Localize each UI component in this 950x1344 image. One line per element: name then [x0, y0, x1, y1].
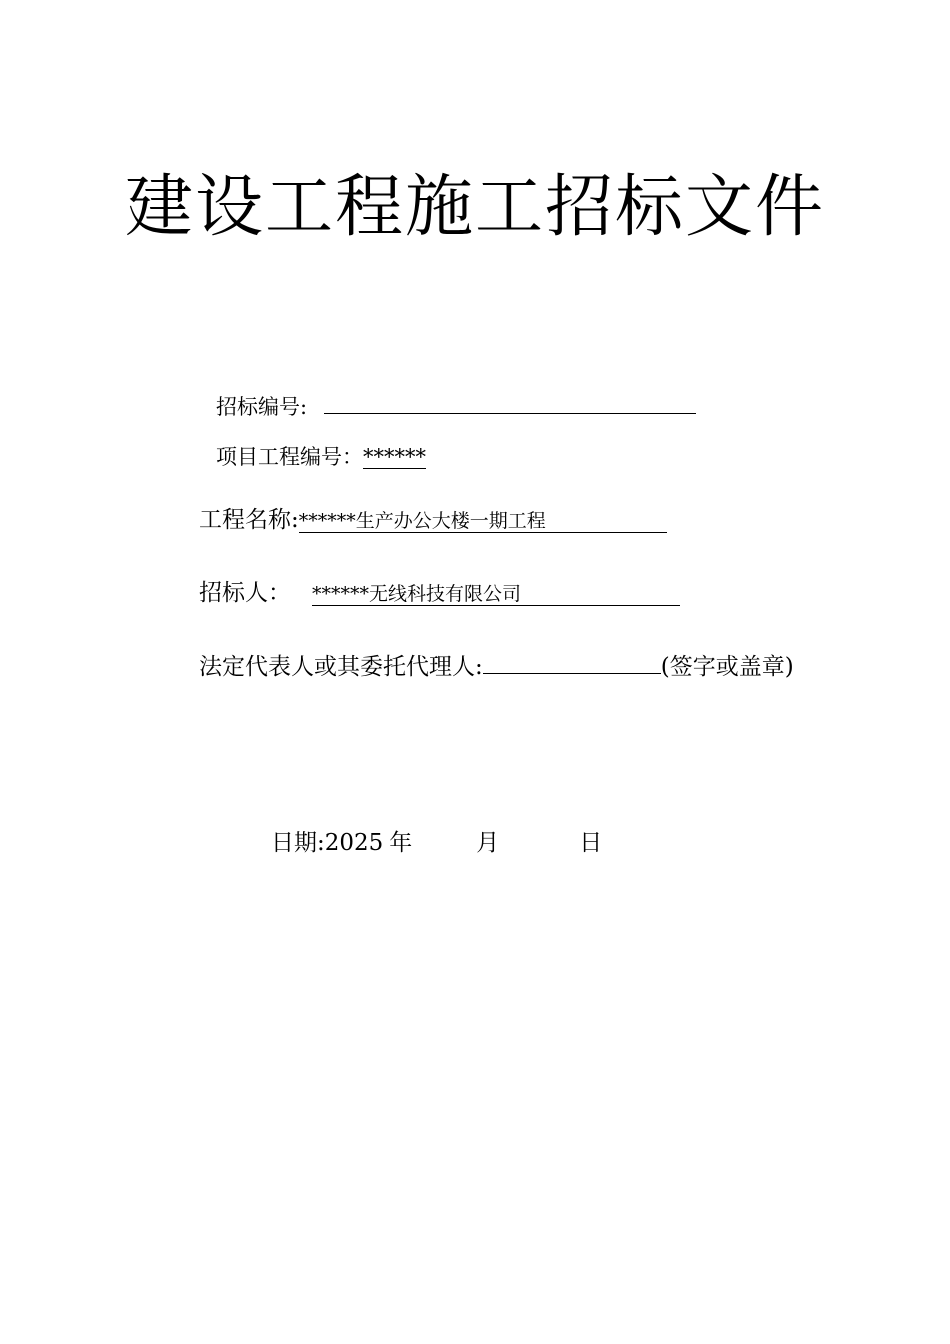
date-year-unit: 年 — [389, 830, 413, 856]
project-name-label: 工程名称: — [199, 507, 299, 533]
project-number-value: ****** — [363, 445, 426, 469]
bid-number-blank[interactable] — [324, 393, 696, 414]
date-year: 2025 — [324, 830, 384, 856]
date-month-unit: 月 — [476, 830, 500, 856]
tenderer-value: ******无线科技有限公司 — [312, 583, 680, 606]
legal-rep-suffix: (签字或盖章) — [660, 654, 794, 680]
project-number-row — [216, 442, 426, 472]
legal-rep-signature-blank[interactable] — [483, 653, 661, 674]
date-row — [271, 828, 602, 858]
project-name-value: ******生产办公大楼一期工程 — [299, 510, 667, 533]
bid-number-row — [216, 392, 696, 422]
project-name-row — [199, 505, 667, 535]
date-day-unit: 日 — [579, 830, 603, 856]
tenderer-label: 招标人： — [199, 580, 291, 606]
legal-rep-label: 法定代表人或其委托代理人: — [199, 654, 483, 680]
project-number-label: 项目工程编号： — [216, 445, 363, 469]
document-title: 建设工程施工招标文件 — [124, 168, 825, 247]
date-label: 日期: — [271, 830, 325, 856]
legal-rep-row — [199, 652, 794, 682]
bid-number-label: 招标编号: — [216, 395, 308, 419]
tenderer-row — [199, 578, 680, 608]
